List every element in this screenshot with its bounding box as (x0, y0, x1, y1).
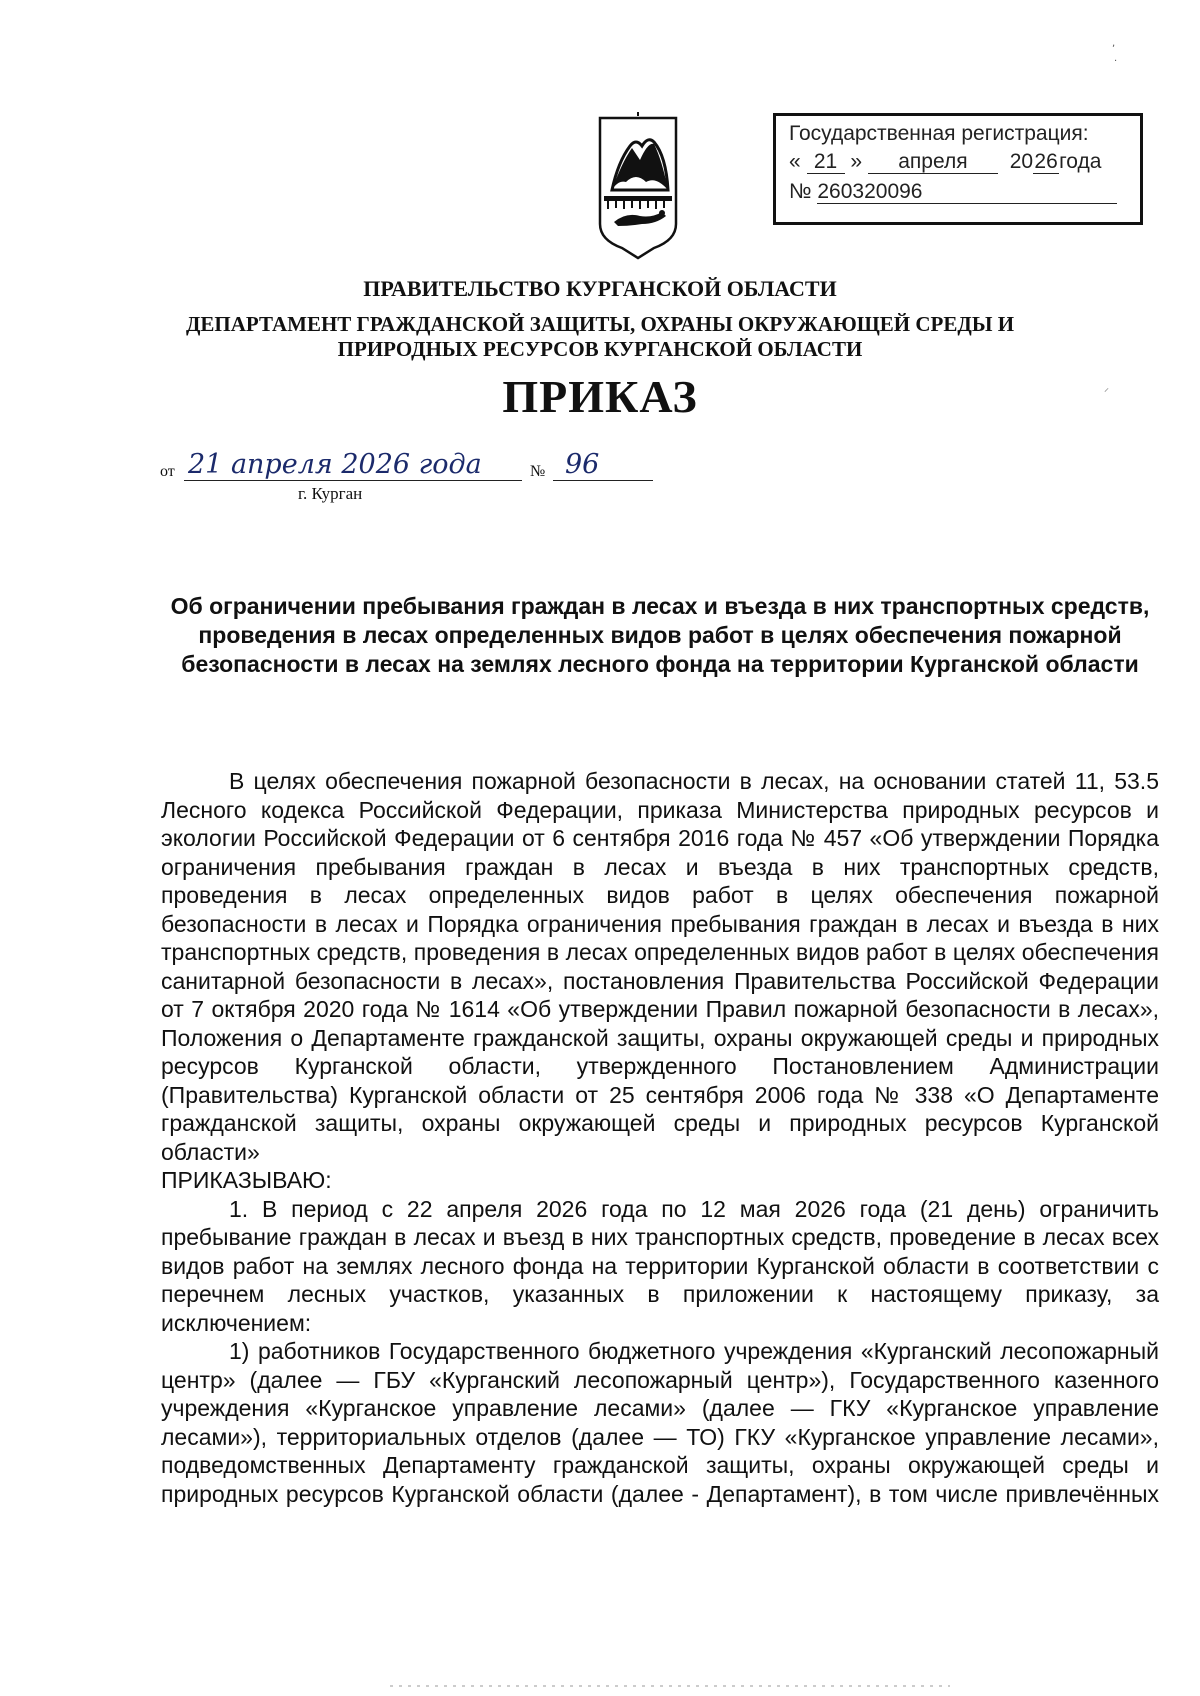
document-body (161, 767, 1159, 1508)
registration-day: 21 (807, 150, 845, 174)
order-city: г. Курган (298, 484, 363, 503)
registration-title: Государственная регистрация: (789, 122, 1089, 145)
registration-quote-close: » (850, 150, 863, 173)
document-type-heading: ПРИКАЗ (502, 371, 698, 422)
scan-speck: , (1112, 38, 1116, 49)
preamble-paragraph: В целях обеспечения пожарной безопасности в лесах, на основании статей 11, 53.5 Лесного кодекса Российской Федерации, приказа Министерства природных ресурсов и экологии Российской Федерации от 6 сентября 2016 года № 457 «Об утверждении Порядка ограничения пребывания граждан в лесах и въезда в них транспортных средств, проведения в лесах определенных видов работ в целях обеспечения пожарной безопасности в лесах и Порядка ограничения пребывания граждан в лесах и въезда в них транспортных средств, проведения в лесах определенных видов работ в целях обеспечения санитарной безопасности в лесах», постановления Правительства Российской Федерации от 7 октября 2020 года № 1614 «Об утверждении Правил пожарной безопасности в лесах», Положения о Департаменте гражданской защиты, охраны окружающей среды и природных ресурсов Курганской области, утвержденного Постановлением Администрации (Правительства) Курганской области от 25 сентября 2006 года № 338 «О Департаменте гражданской защиты, охраны окружающей среды и природных ресурсов Курганской области» (161, 768, 1159, 1165)
registration-number-label: № (789, 180, 812, 203)
order-from-label: от (160, 463, 175, 480)
registration-year-prefix: 20 (1009, 150, 1034, 173)
order-date-handwritten: 21 апреля 2026 года (184, 448, 522, 481)
registration-year-word: года (1059, 150, 1102, 173)
order-word: ПРИКАЗЫВАЮ: (161, 1167, 332, 1193)
item-1-1-paragraph: 1) работников Государственного бюджетного учреждения «Курганский лесопожарный центр» (далее — ГБУ «Курганский лесопожарный центр»), Государственного казенного учреждения «Курганское управление лесами» (далее — ГКУ «Курганское управление лесами»), территориальных отделов (далее — ТО) ГКУ «Курганское управление лесами», подведомственных Департаменту гражданской защиты, охраны окружающей среды и природных ресурсов Курганской области (далее - Департамент), в том числе привлечённых (161, 1338, 1159, 1507)
scan-speck: ⸝ (1104, 383, 1109, 394)
department-name-line2: ПРИРОДНЫХ РЕСУРСОВ КУРГАНСКОЙ ОБЛАСТИ (337, 337, 863, 361)
registration-quote-open: « (789, 150, 801, 173)
order-number-label: № (530, 463, 546, 480)
scan-bottom-edge (390, 1683, 950, 1689)
government-name: ПРАВИТЕЛЬСТВО КУРГАНСКОЙ ОБЛАСТИ (363, 276, 837, 301)
registration-stamp (773, 113, 1143, 225)
registration-number: 260320096 (817, 180, 1117, 204)
registration-date (789, 150, 1101, 174)
order-number-handwritten: 96 (553, 448, 653, 481)
scan-speck: · (1114, 56, 1118, 67)
document-title: Об ограничении пребывания граждан в лесах и въезда в них транспортных средств, проведения в лесах определенных видов работ в целях обеспечения пожарной безопасности в лесах на землях лесного фонда на территории Курганской области (170, 593, 1150, 677)
registration-year-suffix: 26 (1034, 150, 1058, 173)
department-name-line1: ДЕПАРТАМЕНТ ГРАЖДАНСКОЙ ЗАЩИТЫ, ОХРАНЫ ОКРУЖАЮЩЕЙ СРЕДЫ И (185, 312, 1015, 336)
registration-number-row (789, 180, 1117, 204)
registration-month: апреля (868, 150, 998, 174)
item-1-paragraph: 1. В период с 22 апреля 2026 года по 12 мая 2026 года (21 день) ограничить пребывание граждан в лесах и въезд в них транспортных средств, проведение в лесах всех видов работ на землях лесного фонда на территории Курганской области в соответствии с перечнем лесных участков, указанных в приложении к настоящему приказу, за исключением: (161, 1195, 1159, 1336)
order-date-line (158, 450, 658, 510)
coat-of-arms-emblem (596, 112, 680, 260)
